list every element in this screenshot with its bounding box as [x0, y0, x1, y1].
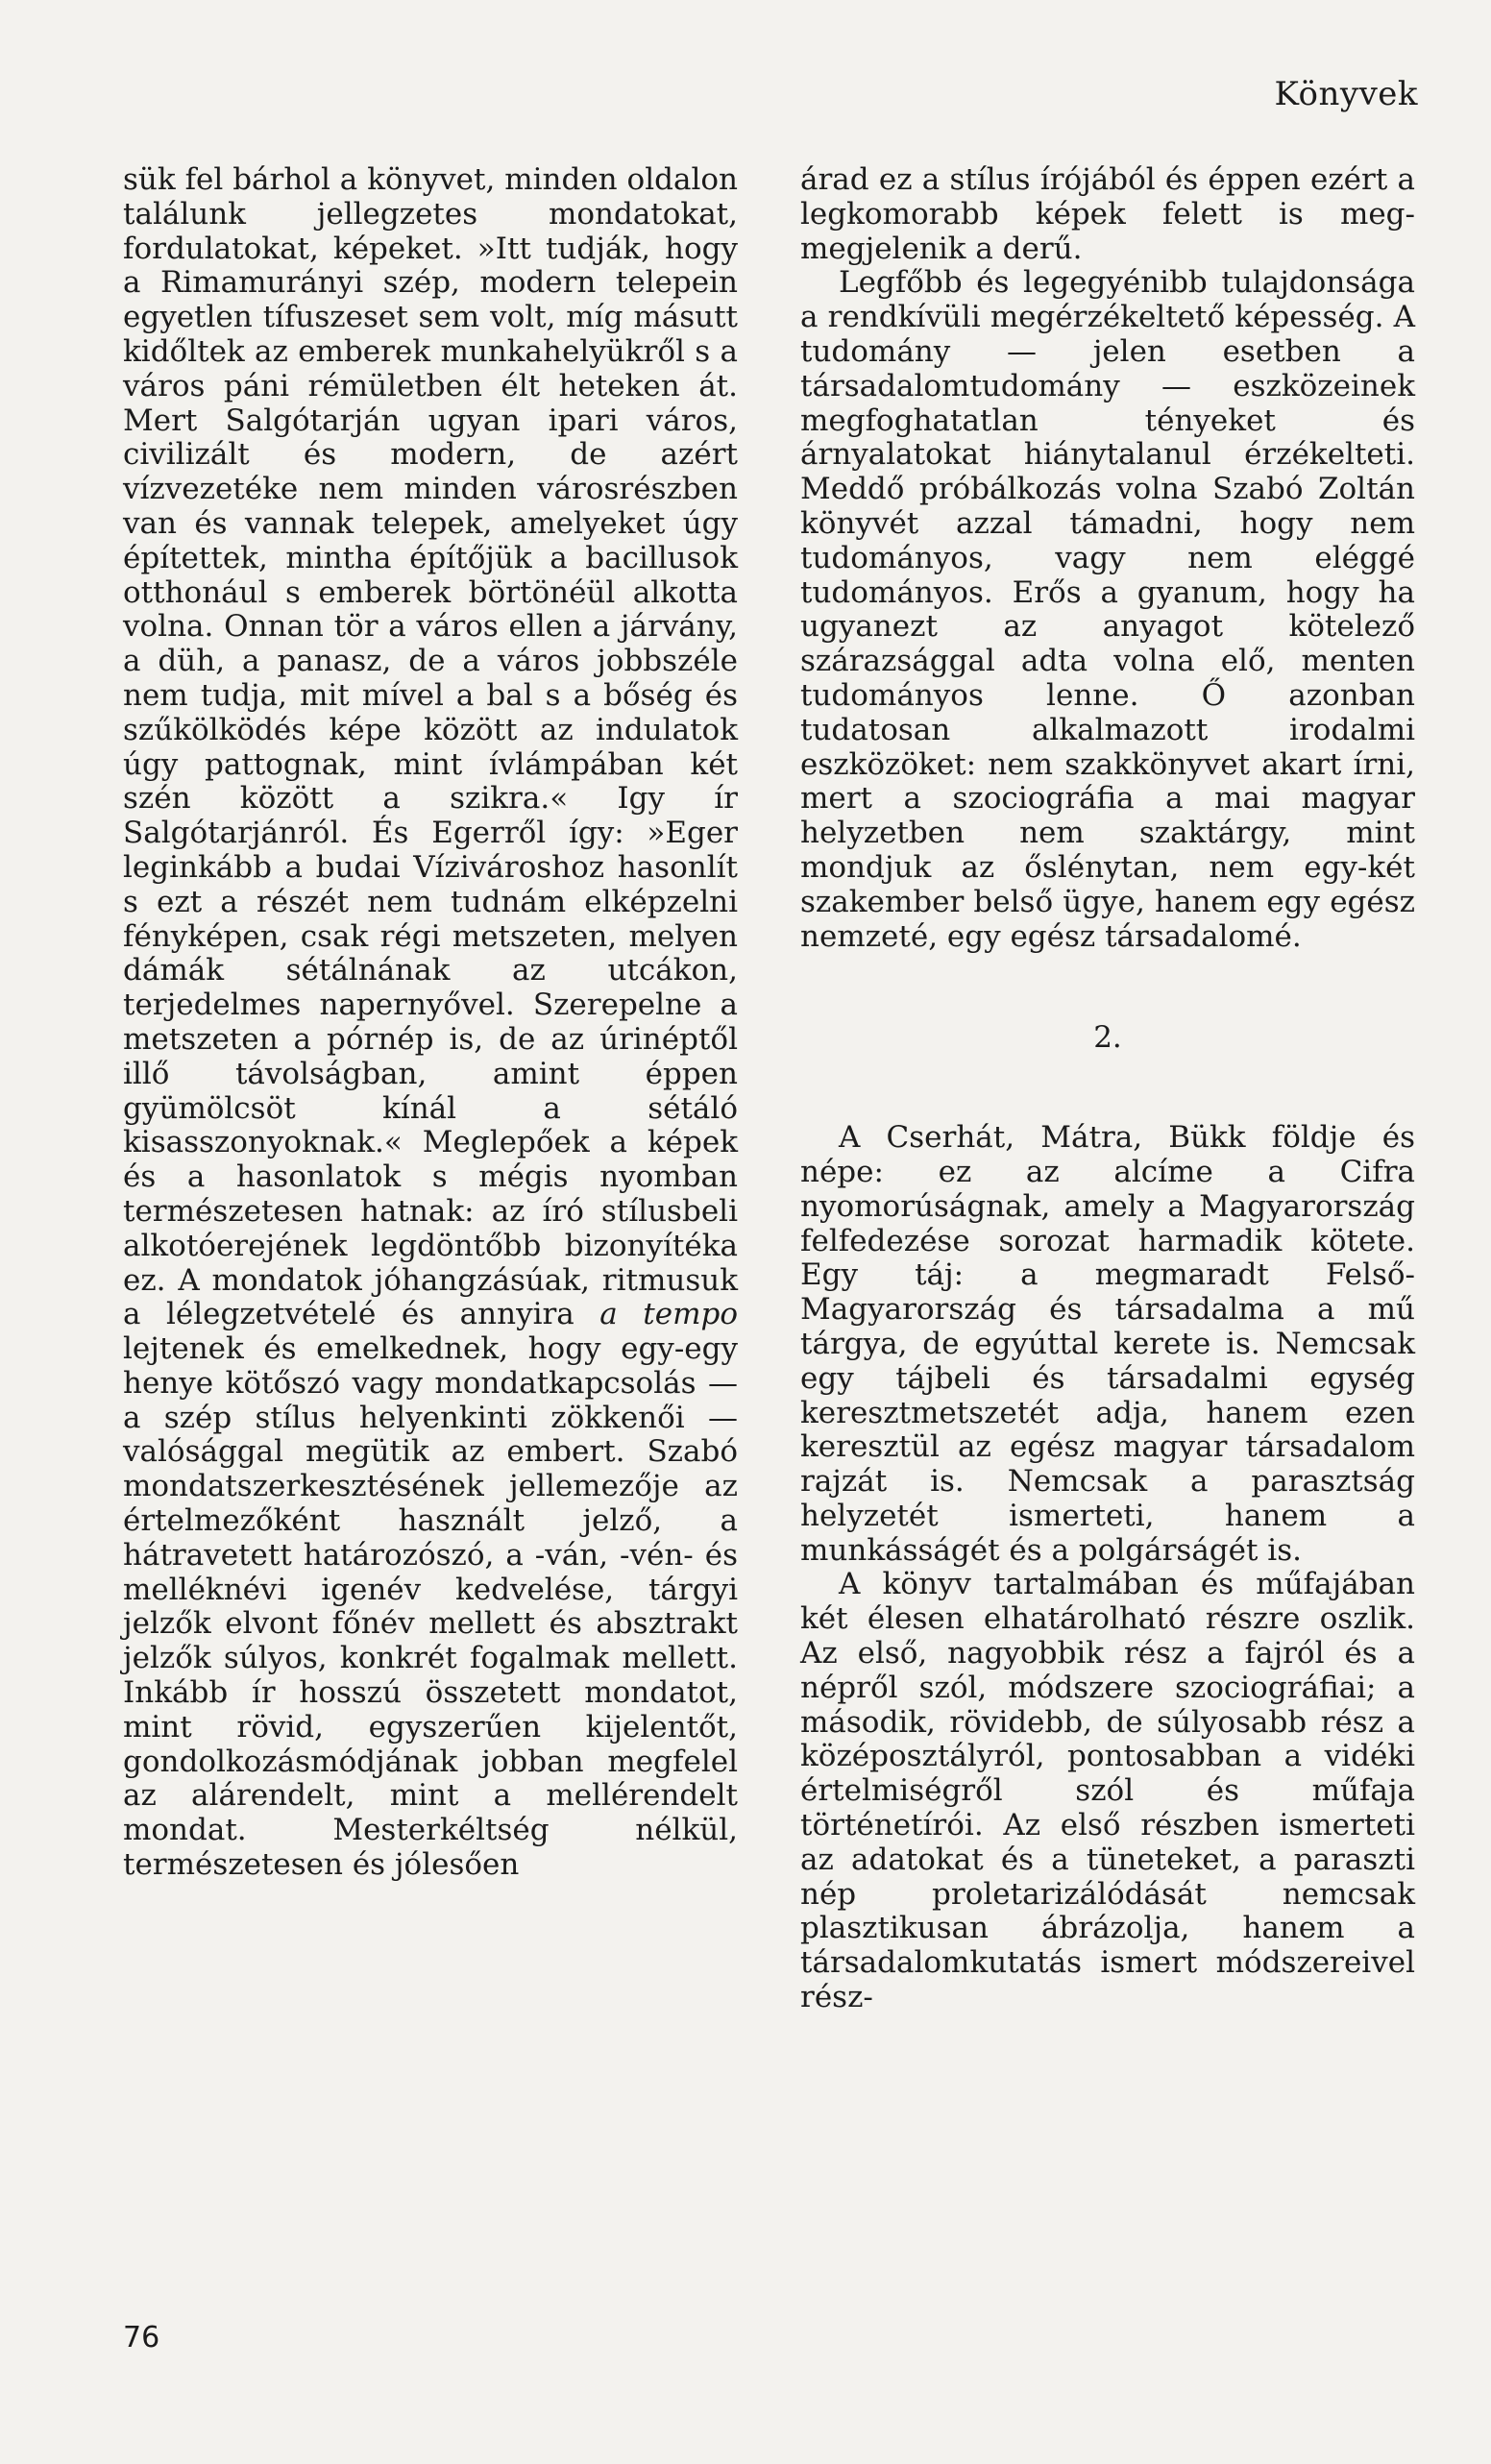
paragraph-text: lejtenek és emelkednek, hogy egy-egy henye kötőszó vagy mondatkapcsolás — a szép stílus helyenkinti zökkenői — valósággal megütik az embert. Szabó mondatszerkesztésének jellemezője az értelmezőként használt jelző, a hátravetett határozószó, a -ván, -vén- és melléknévi igenév kedvelése, tárgyi jelzők elvont főnév mellett és absztrakt jelzők súlyos, konkrét fogalmak mellett. Inkább ír hosszú összetett mondatot, mint rövid, egyszerűen kijelentőt, gondolkozásmódjának jobban megfelel az alárendelt, mint a mellérendelt mondat. Mesterkéltség nélkül, természetesen és jólesően: [123, 1331, 738, 1883]
paragraph-text: sük fel bárhol a könyvet, minden oldalon találunk jellegzetes mondatokat, fordulatokat, képeket. »Itt tudják, hogy a Rimamurányi szép, modern telepein egyetlen tífuszeset sem volt, míg másutt kidőltek az emberek munkahelyükről s a város páni rémületben élt heteken át. Mert Salgótarján ugyan ipari város, civilizált és modern, de azért vízvezetéke nem minden városrészben van és vannak telepek, amelyeket úgy építettek, mintha építőjük a bacillusok otthonául s emberek börtönéül alkotta volna. Onnan tör a város ellen a járvány, a düh, a panasz, de a város jobbszéle nem tudja, mit mível a bal s a bőség és szűkölködés képe között az indulatok úgy pattognak, mint ívlámpában két szén között a szikra.« Igy ír Salgótarjánról. És Egerről így: »Eger leginkább a budai Vízivároshoz hasonlít s ezt a részét nem tudnám elképzelni fényképen, csak régi metszeten, melyen dámák sétálnának az utcákon, terjedelmes napernyővel. Szerepelne a metszeten a pórnép is, de az úrinéptől illő távolságban, amint éppen gyümölcsöt kínál a sétáló kisasszonyoknak.« Meglepőek a képek és a hasonlatok s mégis nyomban természetesen hatnak: az író stílusbeli alkotóerejének legdöntőbb bizonyítéka ez. A mondatok jóhangzásúak, ritmusuk a lélegzetvételé és annyira: [123, 162, 738, 1332]
right-column: [800, 163, 1415, 2015]
section-number: 2.: [1093, 1020, 1122, 1056]
body-paragraph: A könyv tartalmában és műfajában két élesen elhatárolható részre oszlik. Az első, nagyobbik rész a fajról és a népről szól, módszere szociográfiai; a második, rövidebb, de súlyosabb rész a középosztályról, pontosabban a vidéki értelmiségről szól és műfaja történetírói. Az első részben ismerteti az adatokat és a tüneteket, a paraszti nép proletarizálódását nemcsak plasztikusan ábrázolja, hanem a társadalomkutatás ismert módszereivel rész-: [800, 1567, 1415, 2015]
body-paragraph: Legfőbb és legegyénibb tulajdonsága a rendkívüli megérzékeltető képesség. A tudomány — jelen esetben a társadalomtudomány — eszközeinek megfoghatatlan tényeket és árnyalatokat hiánytalanul érzékelteti. Meddő próbálkozás volna Szabó Zoltán könyvét azzal támadni, hogy nem tudományos, vagy nem eléggé tudományos. Erős a gyanum, hogy ha ugyanezt az anyagot kötelező szárazsággal adta volna elő, menten tudományos lenne. Ő azonban tudatosan alkalmazott irodalmi eszközöket: nem szakkönyvet akart írni, mert a szociográfia a mai magyar helyzetben nem szaktárgy, mint mondjuk az őslénytan, nem egy-két szakember belső ügye, hanem egy egész nemzeté, egy egész társadalomé.: [800, 265, 1415, 954]
italic-phrase: a tempo: [599, 1297, 738, 1332]
body-paragraph: A Cserhát, Mátra, Bükk földje és népe: ez az alcíme a Cifra nyomorúságnak, amely a Magyarország felfedezése sorozat harmadik kötete. Egy táj: a megmaradt Felső-Magyarország és társadalma a mű tárgya, de egyúttal kerete is. Nemcsak egy tájbeli és társadalmi egység keresztmetszetét adja, hanem ezen keresztül az egész magyar társadalom rajzát is. Nemcsak a parasztság helyzetét ismerteti, hanem a munkásságét és a polgárságét is.: [800, 1120, 1415, 1568]
body-paragraph: árad ez a stílus írójából és éppen ezért a legkomorabb képek felett is meg-megjelenik a derű.: [800, 162, 1415, 266]
body-paragraph: [123, 163, 738, 1883]
running-title: Könyvek: [1274, 75, 1418, 113]
page-number: 76: [123, 2321, 160, 2354]
left-column: [123, 163, 738, 1883]
